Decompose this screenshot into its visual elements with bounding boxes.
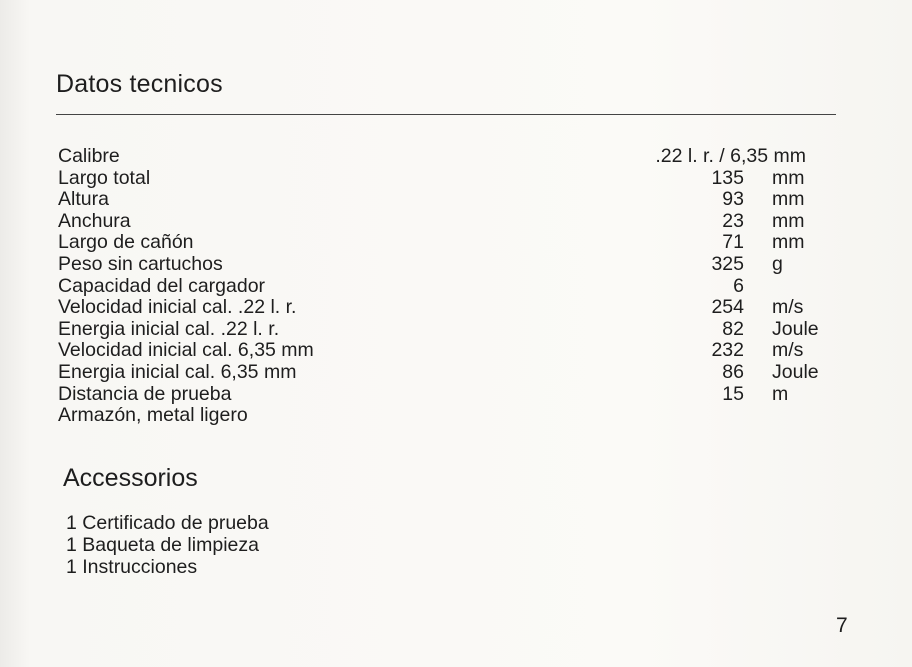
page-number: 7: [836, 614, 848, 637]
spec-value: .22 l. r. / 6,35 mm: [655, 145, 806, 167]
spec-value: 23: [722, 209, 744, 232]
spec-value: 325: [711, 252, 744, 275]
spec-unit: Joule: [772, 317, 819, 340]
spec-value: 135: [711, 166, 744, 189]
spec-label: Peso sin cartuchos: [58, 252, 223, 275]
spec-row: [58, 384, 838, 406]
spec-label: Velocidad inicial cal. .22 l. r.: [58, 296, 297, 319]
spec-unit: mm: [772, 209, 805, 232]
spec-row: [58, 276, 838, 298]
spec-label: Altura: [58, 188, 109, 211]
spec-row: [58, 189, 838, 211]
spec-row: [58, 362, 838, 384]
accessories-list: [66, 512, 269, 578]
spec-unit: Joule: [772, 360, 819, 383]
spec-label: Largo de cañón: [58, 231, 194, 254]
spec-label: Largo total: [58, 166, 151, 189]
list-item: 1 Baqueta de limpieza: [66, 534, 259, 556]
spec-row: [58, 319, 838, 341]
spec-value: 86: [722, 360, 744, 383]
spec-unit: mm: [772, 166, 805, 189]
spec-value: 254: [711, 296, 744, 319]
spec-value: 15: [722, 382, 744, 405]
spec-label: Energia inicial cal. 6,35 mm: [58, 360, 297, 383]
spec-value: 71: [722, 231, 744, 254]
list-item: 1 Instrucciones: [66, 556, 198, 578]
horizontal-rule: [56, 114, 836, 115]
spec-row: [58, 254, 838, 276]
list-item: 1 Certificado de prueba: [66, 512, 269, 534]
spec-value: 93: [722, 188, 744, 211]
spec-label: Armazón, metal ligero: [58, 404, 248, 427]
spec-row: [58, 211, 838, 233]
spec-row: [58, 340, 838, 362]
spec-row: [58, 232, 838, 254]
spec-row: [58, 146, 838, 168]
spec-unit: m: [772, 382, 789, 405]
spec-label: Calibre: [58, 145, 120, 167]
spec-value: 6: [733, 274, 744, 297]
section-title-accessories: Accessorios: [63, 464, 198, 492]
spec-label: Energia inicial cal. .22 l. r.: [58, 317, 280, 340]
section-title-technical-data: Datos tecnicos: [56, 70, 223, 98]
spec-unit: m/s: [772, 296, 804, 319]
technical-specs-list: [58, 146, 838, 427]
spec-label: Anchura: [58, 209, 131, 232]
spec-unit: mm: [772, 188, 805, 211]
spec-label: Velocidad inicial cal. 6,35 mm: [58, 339, 314, 362]
spec-unit: m/s: [772, 339, 804, 362]
spec-label: Distancia de prueba: [58, 382, 232, 405]
spec-value: 232: [711, 339, 744, 362]
spec-label: Capacidad del cargador: [58, 274, 266, 297]
spec-value: 82: [722, 317, 744, 340]
spec-unit: mm: [772, 231, 805, 254]
spec-row: [58, 405, 838, 427]
spec-row: [58, 168, 838, 190]
spec-row: [58, 297, 838, 319]
spec-unit: g: [772, 252, 783, 275]
